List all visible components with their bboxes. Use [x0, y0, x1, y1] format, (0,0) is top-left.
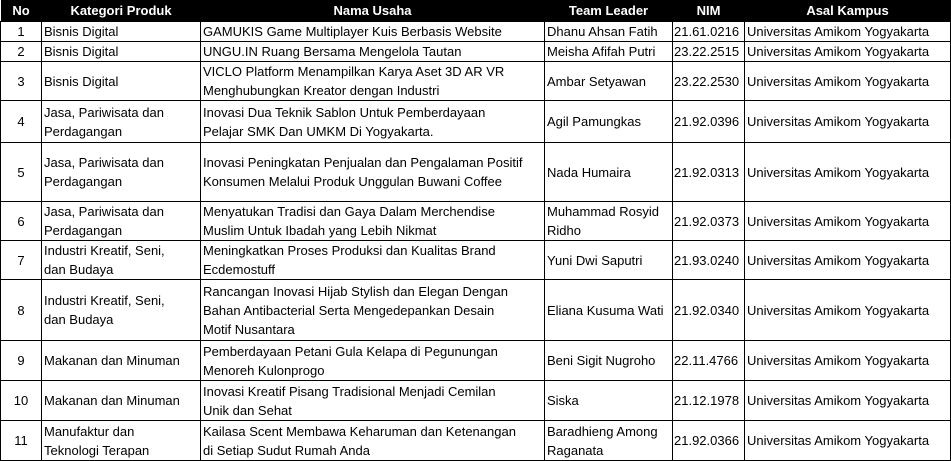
cell-no: 8	[1, 280, 42, 341]
cell-asal-kampus: Universitas Amikom Yogyakarta	[745, 22, 951, 42]
cell-no: 6	[1, 202, 42, 241]
cell-no: 11	[1, 421, 42, 461]
cell-nama-usaha: UNGU.IN Ruang Bersama Mengelola Tautan	[201, 42, 545, 62]
cell-asal-kampus: Universitas Amikom Yogyakarta	[745, 421, 951, 461]
table-row	[1, 42, 951, 62]
cell-asal-kampus: Universitas Amikom Yogyakarta	[745, 341, 951, 381]
cell-team-leader: Agil Pamungkas	[545, 101, 673, 143]
cell-nim: 22.11.4766	[673, 341, 745, 381]
table-row	[1, 421, 951, 461]
cell-nim: 21.92.0340	[673, 280, 745, 341]
header-nim: NIM	[673, 0, 745, 22]
cell-team-leader: Dhanu Ahsan Fatih	[545, 22, 673, 42]
cell-kategori: Industri Kreatif, Seni, dan Budaya	[42, 280, 201, 341]
cell-team-leader: Ambar Setyawan	[545, 62, 673, 101]
cell-asal-kampus: Universitas Amikom Yogyakarta	[745, 101, 951, 143]
table-row	[1, 62, 951, 101]
cell-no: 1	[1, 22, 42, 42]
table-row	[1, 143, 951, 202]
cell-asal-kampus: Universitas Amikom Yogyakarta	[745, 381, 951, 421]
header-kategori: Kategori Produk	[42, 0, 201, 22]
cell-kategori: Jasa, Pariwisata dan Perdagangan	[42, 101, 201, 143]
cell-kategori: Bisnis Digital	[42, 42, 201, 62]
table-row	[1, 241, 951, 280]
cell-nama-usaha: Inovasi Kreatif Pisang Tradisional Menjadi Cemilan Unik dan Sehat	[201, 381, 545, 421]
cell-nama-usaha: Menyatukan Tradisi dan Gaya Dalam Merchendise Muslim Untuk Ibadah yang Lebih Nikmat	[201, 202, 545, 241]
cell-no: 5	[1, 143, 42, 202]
cell-team-leader: Baradhieng Among Raganata	[545, 421, 673, 461]
cell-asal-kampus: Universitas Amikom Yogyakarta	[745, 280, 951, 341]
cell-nama-usaha: VICLO Platform Menampilkan Karya Aset 3D AR VR Menghubungkan Kreator dengan Industri	[201, 62, 545, 101]
cell-nama-usaha: Inovasi Peningkatan Penjualan dan Pengalaman Positif Konsumen Melalui Produk Unggulan Buwani Coffee	[201, 143, 545, 202]
table-row	[1, 341, 951, 381]
cell-nama-usaha: Meningkatkan Proses Produksi dan Kualitas Brand Ecdemostuff	[201, 241, 545, 280]
cell-kategori: Industri Kreatif, Seni, dan Budaya	[42, 241, 201, 280]
cell-kategori: Manufaktur dan Teknologi Terapan	[42, 421, 201, 461]
cell-no: 3	[1, 62, 42, 101]
cell-kategori: Bisnis Digital	[42, 62, 201, 101]
cell-team-leader: Eliana Kusuma Wati	[545, 280, 673, 341]
cell-asal-kampus: Universitas Amikom Yogyakarta	[745, 143, 951, 202]
cell-team-leader: Meisha Afifah Putri	[545, 42, 673, 62]
cell-no: 9	[1, 341, 42, 381]
cell-nim: 21.61.0216	[673, 22, 745, 42]
cell-team-leader: Muhammad Rosyid Ridho	[545, 202, 673, 241]
cell-kategori: Jasa, Pariwisata dan Perdagangan	[42, 202, 201, 241]
cell-team-leader: Yuni Dwi Saputri	[545, 241, 673, 280]
cell-nim: 23.22.2530	[673, 62, 745, 101]
cell-nama-usaha: Inovasi Dua Teknik Sablon Untuk Pemberdayaan Pelajar SMK Dan UMKM Di Yogyakarta.	[201, 101, 545, 143]
cell-nim: 21.92.0373	[673, 202, 745, 241]
cell-kategori: Makanan dan Minuman	[42, 341, 201, 381]
cell-asal-kampus: Universitas Amikom Yogyakarta	[745, 241, 951, 280]
cell-kategori: Jasa, Pariwisata dan Perdagangan	[42, 143, 201, 202]
cell-asal-kampus: Universitas Amikom Yogyakarta	[745, 42, 951, 62]
cell-nama-usaha: Kailasa Scent Membawa Keharuman dan Ketenangan di Setiap Sudut Rumah Anda	[201, 421, 545, 461]
cell-team-leader: Beni Sigit Nugroho	[545, 341, 673, 381]
table-row	[1, 101, 951, 143]
cell-no: 2	[1, 42, 42, 62]
cell-no: 10	[1, 381, 42, 421]
cell-nim: 21.12.1978	[673, 381, 745, 421]
table-row	[1, 22, 951, 42]
cell-nim: 21.93.0240	[673, 241, 745, 280]
cell-kategori: Makanan dan Minuman	[42, 381, 201, 421]
table-row	[1, 381, 951, 421]
table-row	[1, 280, 951, 341]
cell-nim: 21.92.0366	[673, 421, 745, 461]
cell-nim: 21.92.0396	[673, 101, 745, 143]
header-asal-kampus: Asal Kampus	[745, 0, 951, 22]
cell-nama-usaha: GAMUKIS Game Multiplayer Kuis Berbasis Website	[201, 22, 545, 42]
cell-kategori: Bisnis Digital	[42, 22, 201, 42]
cell-nim: 23.22.2515	[673, 42, 745, 62]
cell-team-leader: Nada Humaira	[545, 143, 673, 202]
header-no: No	[1, 0, 42, 22]
cell-asal-kampus: Universitas Amikom Yogyakarta	[745, 202, 951, 241]
cell-nama-usaha: Rancangan Inovasi Hijab Stylish dan Elegan Dengan Bahan Antibacterial Serta Mengedepankan Desain Motif Nusantara	[201, 280, 545, 341]
cell-no: 4	[1, 101, 42, 143]
header-nama-usaha: Nama Usaha	[201, 0, 545, 22]
cell-nim: 21.92.0313	[673, 143, 745, 202]
cell-asal-kampus: Universitas Amikom Yogyakarta	[745, 62, 951, 101]
header-row	[1, 0, 951, 22]
header-team-leader: Team Leader	[545, 0, 673, 22]
cell-nama-usaha: Pemberdayaan Petani Gula Kelapa di Pegunungan Menoreh Kulonprogo	[201, 341, 545, 381]
cell-team-leader: Siska	[545, 381, 673, 421]
table-row	[1, 202, 951, 241]
cell-no: 7	[1, 241, 42, 280]
